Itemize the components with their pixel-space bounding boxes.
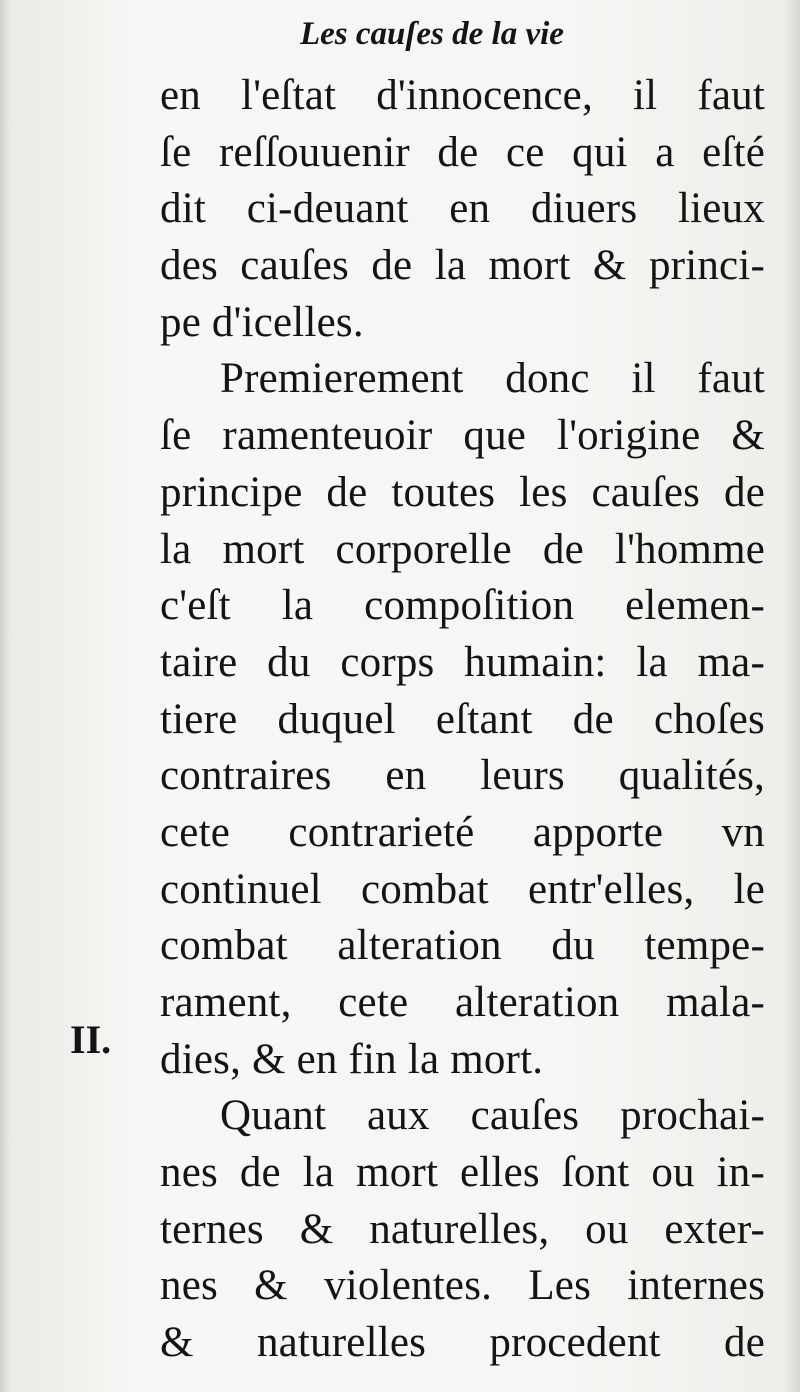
text-line: tiere duquel eſtant de choſes — [160, 695, 765, 743]
margin-note-section-number: II. — [70, 1017, 112, 1062]
text-line: des cauſes de la mort & princi- — [160, 242, 765, 290]
page-left-edge-shadow — [0, 0, 10, 1392]
text-line: c'eſt la compoſition elemen- — [160, 582, 765, 630]
text-line: principe de toutes les cauſes de — [160, 468, 765, 516]
text-line: la mort corporelle de l'homme — [160, 525, 765, 573]
text-line: ſe ramenteuoir que l'origine & — [160, 412, 765, 460]
text-line: cete contrarieté apporte vn — [160, 808, 765, 856]
text-line-paragraph-start: Premierement donc il faut — [220, 355, 765, 403]
text-line-paragraph-start: Quant aux cauſes prochai- — [220, 1092, 765, 1140]
text-line: dies, & en fin la mort. — [160, 1035, 544, 1083]
text-line: rament, cete alteration mala- — [160, 979, 765, 1026]
page-right-edge-shadow — [782, 0, 800, 1392]
text-line: ſe reſſouuenir de ce qui a eſté — [160, 128, 765, 176]
running-head: Les cauſes de la vie — [300, 16, 564, 52]
text-line: nes de la mort elles ſont ou in- — [160, 1149, 765, 1197]
text-line: nes & violentes. Les internes — [160, 1262, 765, 1310]
text-line: contraires en leurs qualités, — [160, 752, 765, 800]
text-line: dit ci-deuant en diuers lieux — [160, 185, 765, 233]
text-line: & naturelles procedent de — [160, 1319, 765, 1367]
body-text — [160, 68, 765, 1372]
text-line: taire du corps humain: la ma- — [160, 638, 765, 686]
text-line: continuel combat entr'elles, le — [160, 865, 765, 913]
text-line: en l'eſtat d'innocence, il faut — [160, 72, 765, 119]
text-line: ternes & naturelles, ou exter- — [160, 1205, 765, 1253]
text-line: combat alteration du tempe- — [160, 922, 765, 970]
text-line: pe d'icelles. — [160, 298, 364, 346]
